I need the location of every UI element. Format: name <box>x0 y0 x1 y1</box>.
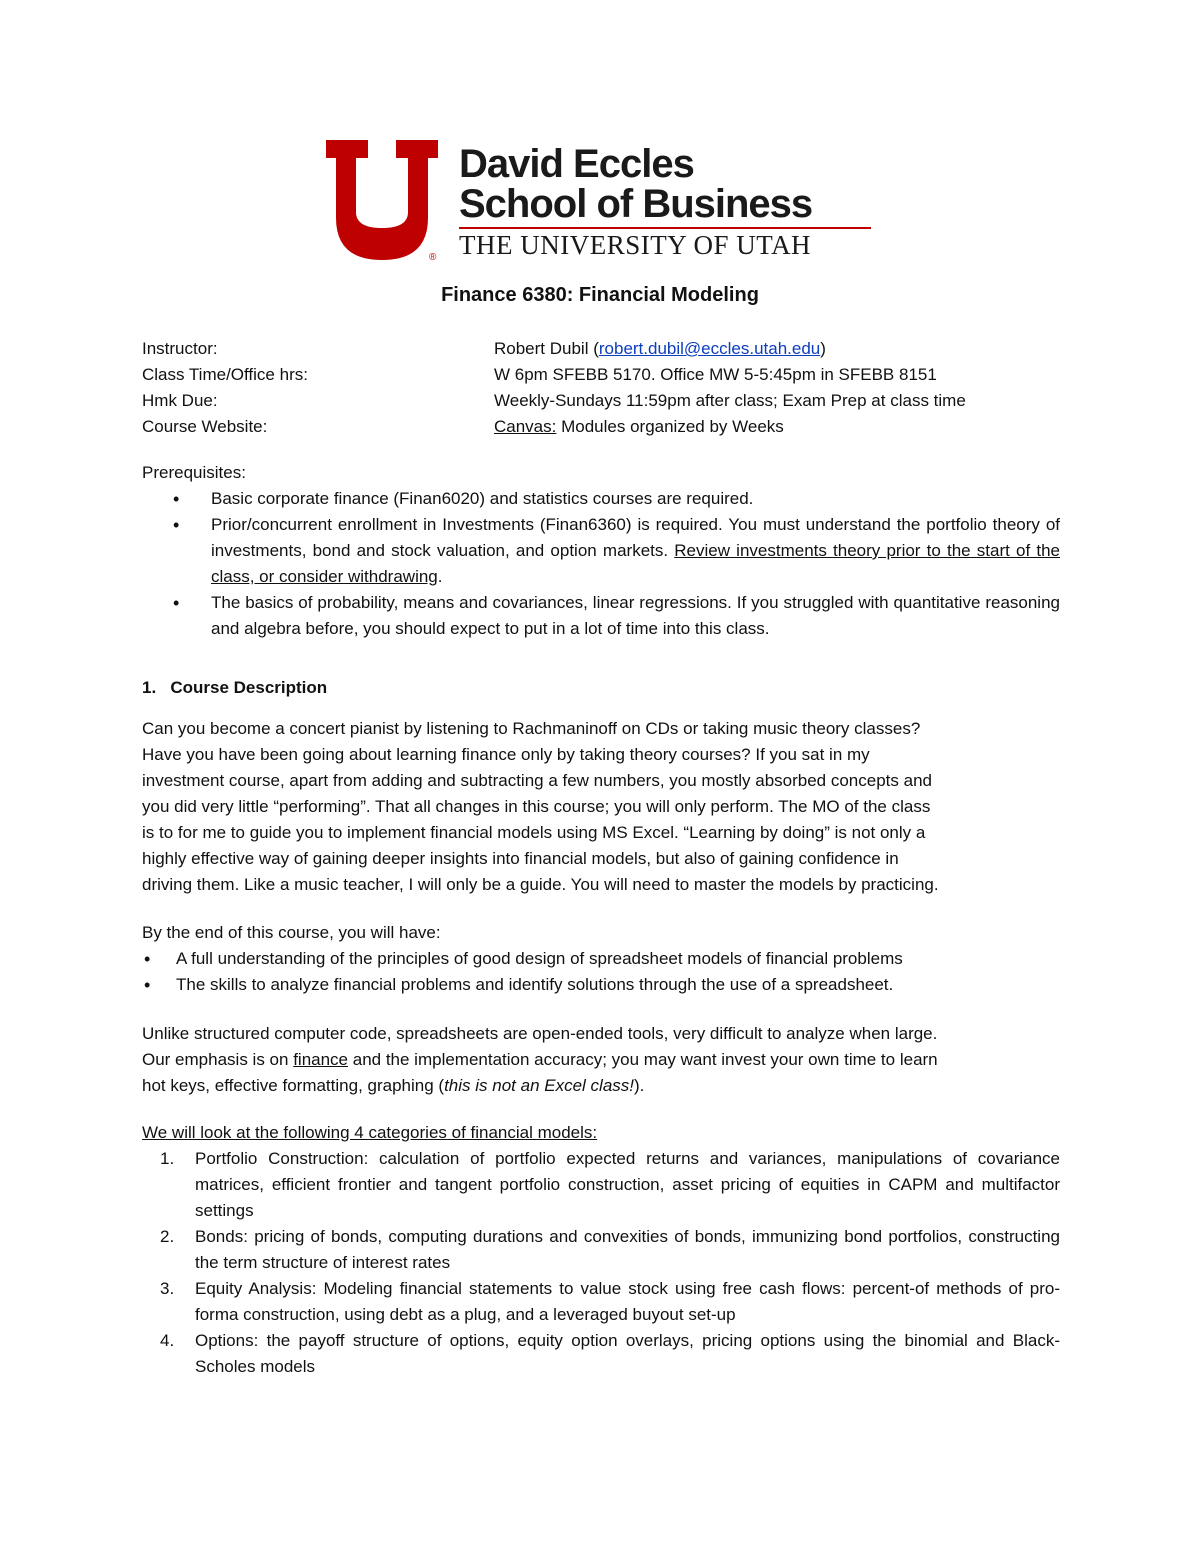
logo-divider <box>459 227 871 229</box>
course-description-paragraph <box>142 716 1060 898</box>
paragraph-line: driving them. Like a music teacher, I will only be a guide. You will need to master the models by practicing. <box>142 875 939 894</box>
list-item: • A full understanding of the principles of good design of spreadsheet models of financial problems <box>142 946 1060 972</box>
info-label: Hmk Due: <box>142 391 218 410</box>
logo-school-name-line2: School of Business <box>459 182 813 226</box>
list-item: 4. Options: the payoff structure of options, equity option overlays, pricing options using the binomial and Black-Scholes models <box>160 1331 1060 1376</box>
logo-university-name: THE UNIVERSITY OF UTAH <box>459 230 812 260</box>
prerequisites-list <box>142 486 1060 642</box>
info-label: Class Time/Office hrs: <box>142 365 308 384</box>
list-item: 2. Bonds: pricing of bonds, computing durations and convexities of bonds, immunizing bond portfolios, constructing the term structure of interest rates <box>160 1227 1060 1272</box>
list-item: 1. Portfolio Construction: calculation of portfolio expected returns and variances, manipulations of covariance matrices, efficient frontier and tangent portfolio construction, asset pricing of equities in CAPM and multifactor settings <box>160 1149 1060 1220</box>
section-heading-course-description: 1. Course Description <box>142 678 328 697</box>
paragraph-line: Have you have been going about learning finance only by taking theory courses? If you sat in my <box>142 745 870 764</box>
prerequisites-section <box>142 460 1060 642</box>
review-warning: Review investments theory prior to the start of the class, or consider withdrawing <box>211 541 1060 586</box>
categories-list <box>142 1146 1060 1380</box>
emphasis-paragraph <box>142 1021 1060 1099</box>
paragraph-line: Can you become a concert pianist by listening to Rachmaninoff on CDs or taking music theory classes? <box>142 719 921 738</box>
list-item: • The basics of probability, means and covariances, linear regressions. If you struggled with quantitative reasoning and algebra before, you should expect to put in a lot of time into this class. <box>142 590 1060 642</box>
paragraph-line: investment course, apart from adding and subtracting a few numbers, you mostly absorbed concepts and <box>142 771 932 790</box>
paragraph-line: is to for me to guide you to implement financial models using MS Excel. “Learning by doing” is not only a <box>142 823 926 842</box>
paragraph-line: Unlike structured computer code, spreadsheets are open-ended tools, very difficult to analyze when large. <box>142 1024 938 1043</box>
logo-school-name-line1: David Eccles <box>459 142 694 186</box>
list-item: 3. Equity Analysis: Modeling financial statements to value stock using free cash flows: percent-of methods of pro-forma construction, using debt as a plug, and a leveraged buyout set-up <box>160 1279 1060 1324</box>
canvas-link[interactable]: Canvas: <box>494 417 557 436</box>
outcomes-intro: By the end of this course, you will have: <box>142 923 441 942</box>
categories-heading: We will look at the following 4 categories of financial models: <box>142 1123 598 1142</box>
paragraph-line: hot keys, effective formatting, graphing (this is not an Excel class!). <box>142 1076 645 1095</box>
list-item: • Basic corporate finance (Finan6020) and statistics courses are required. <box>142 486 1060 512</box>
paragraph-line: highly effective way of gaining deeper insights into financial models, but also of gaining confidence in <box>142 849 899 868</box>
list-item: • Prior/concurrent enrollment in Investments (Finan6360) is required. You must understand the portfolio theory of investments, bond and stock valuation, and option markets. Review investments theory prior to the start of the class, or consider withdrawing. <box>142 512 1060 590</box>
registered-mark: ® <box>429 252 437 263</box>
info-value: W 6pm SFEBB 5170. Office MW 5-5:45pm in SFEBB 8151 <box>494 365 937 384</box>
outcomes-list <box>142 946 1060 998</box>
outcomes-section <box>142 920 1060 998</box>
info-value: Weekly-Sundays 11:59pm after class; Exam Prep at class time <box>494 391 966 410</box>
info-label: Course Website: <box>142 417 268 436</box>
categories-section <box>142 1120 1060 1380</box>
info-value: Canvas: Modules organized by Weeks <box>494 417 784 436</box>
instructor-email-link[interactable]: robert.dubil@eccles.utah.edu <box>598 339 821 358</box>
list-item: • The skills to analyze financial problems and identify solutions through the use of a spreadsheet. <box>142 972 1060 998</box>
paragraph-line: you did very little “performing”. That all changes in this course; you will only perform. The MO of the class <box>142 797 931 816</box>
info-label: Instructor: <box>142 339 218 358</box>
info-value: Robert Dubil (robert.dubil@eccles.utah.edu) <box>494 339 826 358</box>
prerequisites-heading: Prerequisites: <box>142 463 246 482</box>
course-title: Finance 6380: Financial Modeling <box>441 284 759 306</box>
paragraph-line: Our emphasis is on finance and the implementation accuracy; you may want invest your own time to learn <box>142 1050 938 1069</box>
university-u-logo-icon <box>326 140 438 260</box>
school-logo <box>326 140 886 270</box>
